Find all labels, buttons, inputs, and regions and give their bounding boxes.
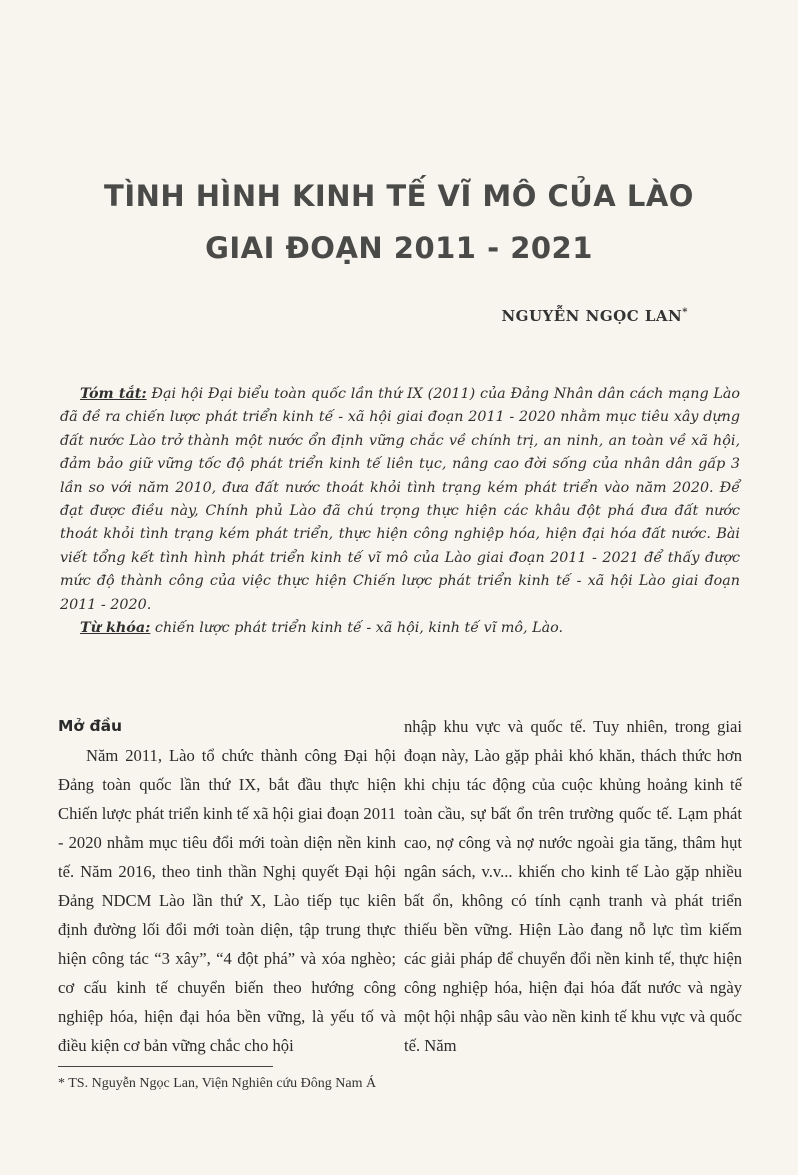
footnote-divider	[58, 1066, 273, 1067]
author-footnote-mark: *	[682, 307, 688, 318]
body-column-right	[404, 712, 742, 1060]
author-byline	[501, 307, 688, 325]
body-paragraph-right: nhập khu vực và quốc tế. Tuy nhiên, trong giai đoạn này, Lào gặp phải khó khăn, thách thức hơn khi chịu tác động của cuộc khủng hoảng kinh tế toàn cầu, sự bất ổn trên trường quốc tế. Lạm phát cao, nợ công và nợ nước ngoài gia tăng, thâm hụt ngân sách, v.v... khiến cho kinh tế Lào gặp nhiều bất ổn, không có tính cạnh tranh và phát triển thiếu bền vững. Hiện Lào đang nỗ lực tìm kiếm các giải pháp để chuyển đổi nền kinh tế, thực hiện công nghiệp hóa, hiện đại hóa đất nước và ngày một hội nhập sâu vào nền kinh tế khu vực và quốc tế. Năm	[404, 717, 742, 1055]
abstract-label: Tóm tắt:	[80, 386, 147, 402]
section-heading: Mở đầu	[58, 717, 123, 735]
abstract	[60, 383, 740, 640]
abstract-text: Đại hội Đại biểu toàn quốc lần thứ IX (2011) của Đảng Nhân dân cách mạng Lào đã đề ra chiến lược phát triển kinh tế - xã hội giai đoạn 2011 - 2020 nhằm mục tiêu xây dựng đất nước Lào trở thành một nước ổn định vững chắc về chính trị, an ninh, an toàn về xã hội, đảm bảo giữ vững tốc độ phát triển kinh tế liên tục, nâng cao đời sống của nhân dân gấp 3 lần so với năm 2010, đưa đất nước thoát khỏi tình trạng kém phát triển vào năm 2020. Để đạt được điều này, Chính phủ Lào đã chú trọng thực hiện các khâu đột phá đưa đất nước thoát khỏi tình trạng kém phát triển, thực hiện công nghiệp hóa, hiện đại hóa đất nước. Bài viết tổng kết tình hình phát triển kinh tế vĩ mô của Lào giai đoạn 2011 - 2021 để thấy được mức độ thành công của việc thực hiện Chiến lược phát triển kinh tế - xã hội Lào giai đoạn 2011 - 2020.	[60, 386, 741, 613]
article-title	[0, 170, 798, 274]
body-column-left	[58, 712, 396, 1060]
title-line-2: GIAI ĐOẠN 2011 - 2021	[205, 231, 593, 265]
body-paragraph-left: Năm 2011, Lào tổ chức thành công Đại hội Đảng toàn quốc lần thứ IX, bắt đầu thực hiện Chiến lược phát triển kinh tế xã hội giai đoạn 2011 - 2020 nhằm mục tiêu đổi mới toàn diện nền kinh tế. Năm 2016, theo tinh thần Nghị quyết Đại hội Đảng NDCM Lào lần thứ X, Lào tiếp tục kiên định đường lối đổi mới toàn diện, tập trung thực hiện công tác “3 xây”, “4 đột phá” và xóa nghèo; cơ cấu kinh tế chuyển biến theo hướng công nghiệp hóa, hiện đại hóa bền vững, là yếu tố và điều kiện cơ bản vững chắc cho hội	[58, 746, 396, 1055]
abstract-paragraph	[60, 383, 740, 617]
keywords	[60, 617, 740, 640]
keywords-label: Từ khóa:	[80, 620, 151, 637]
footnote: * TS. Nguyễn Ngọc Lan, Viện Nghiên cứu Đông Nam Á	[58, 1076, 377, 1091]
keywords-text: chiến lược phát triển kinh tế - xã hội, kinh tế vĩ mô, Lào.	[150, 620, 563, 637]
title-line-1: TÌNH HÌNH KINH TẾ VĨ MÔ CỦA LÀO	[104, 179, 694, 213]
author-name: NGUYỄN NGỌC LAN	[501, 307, 683, 325]
